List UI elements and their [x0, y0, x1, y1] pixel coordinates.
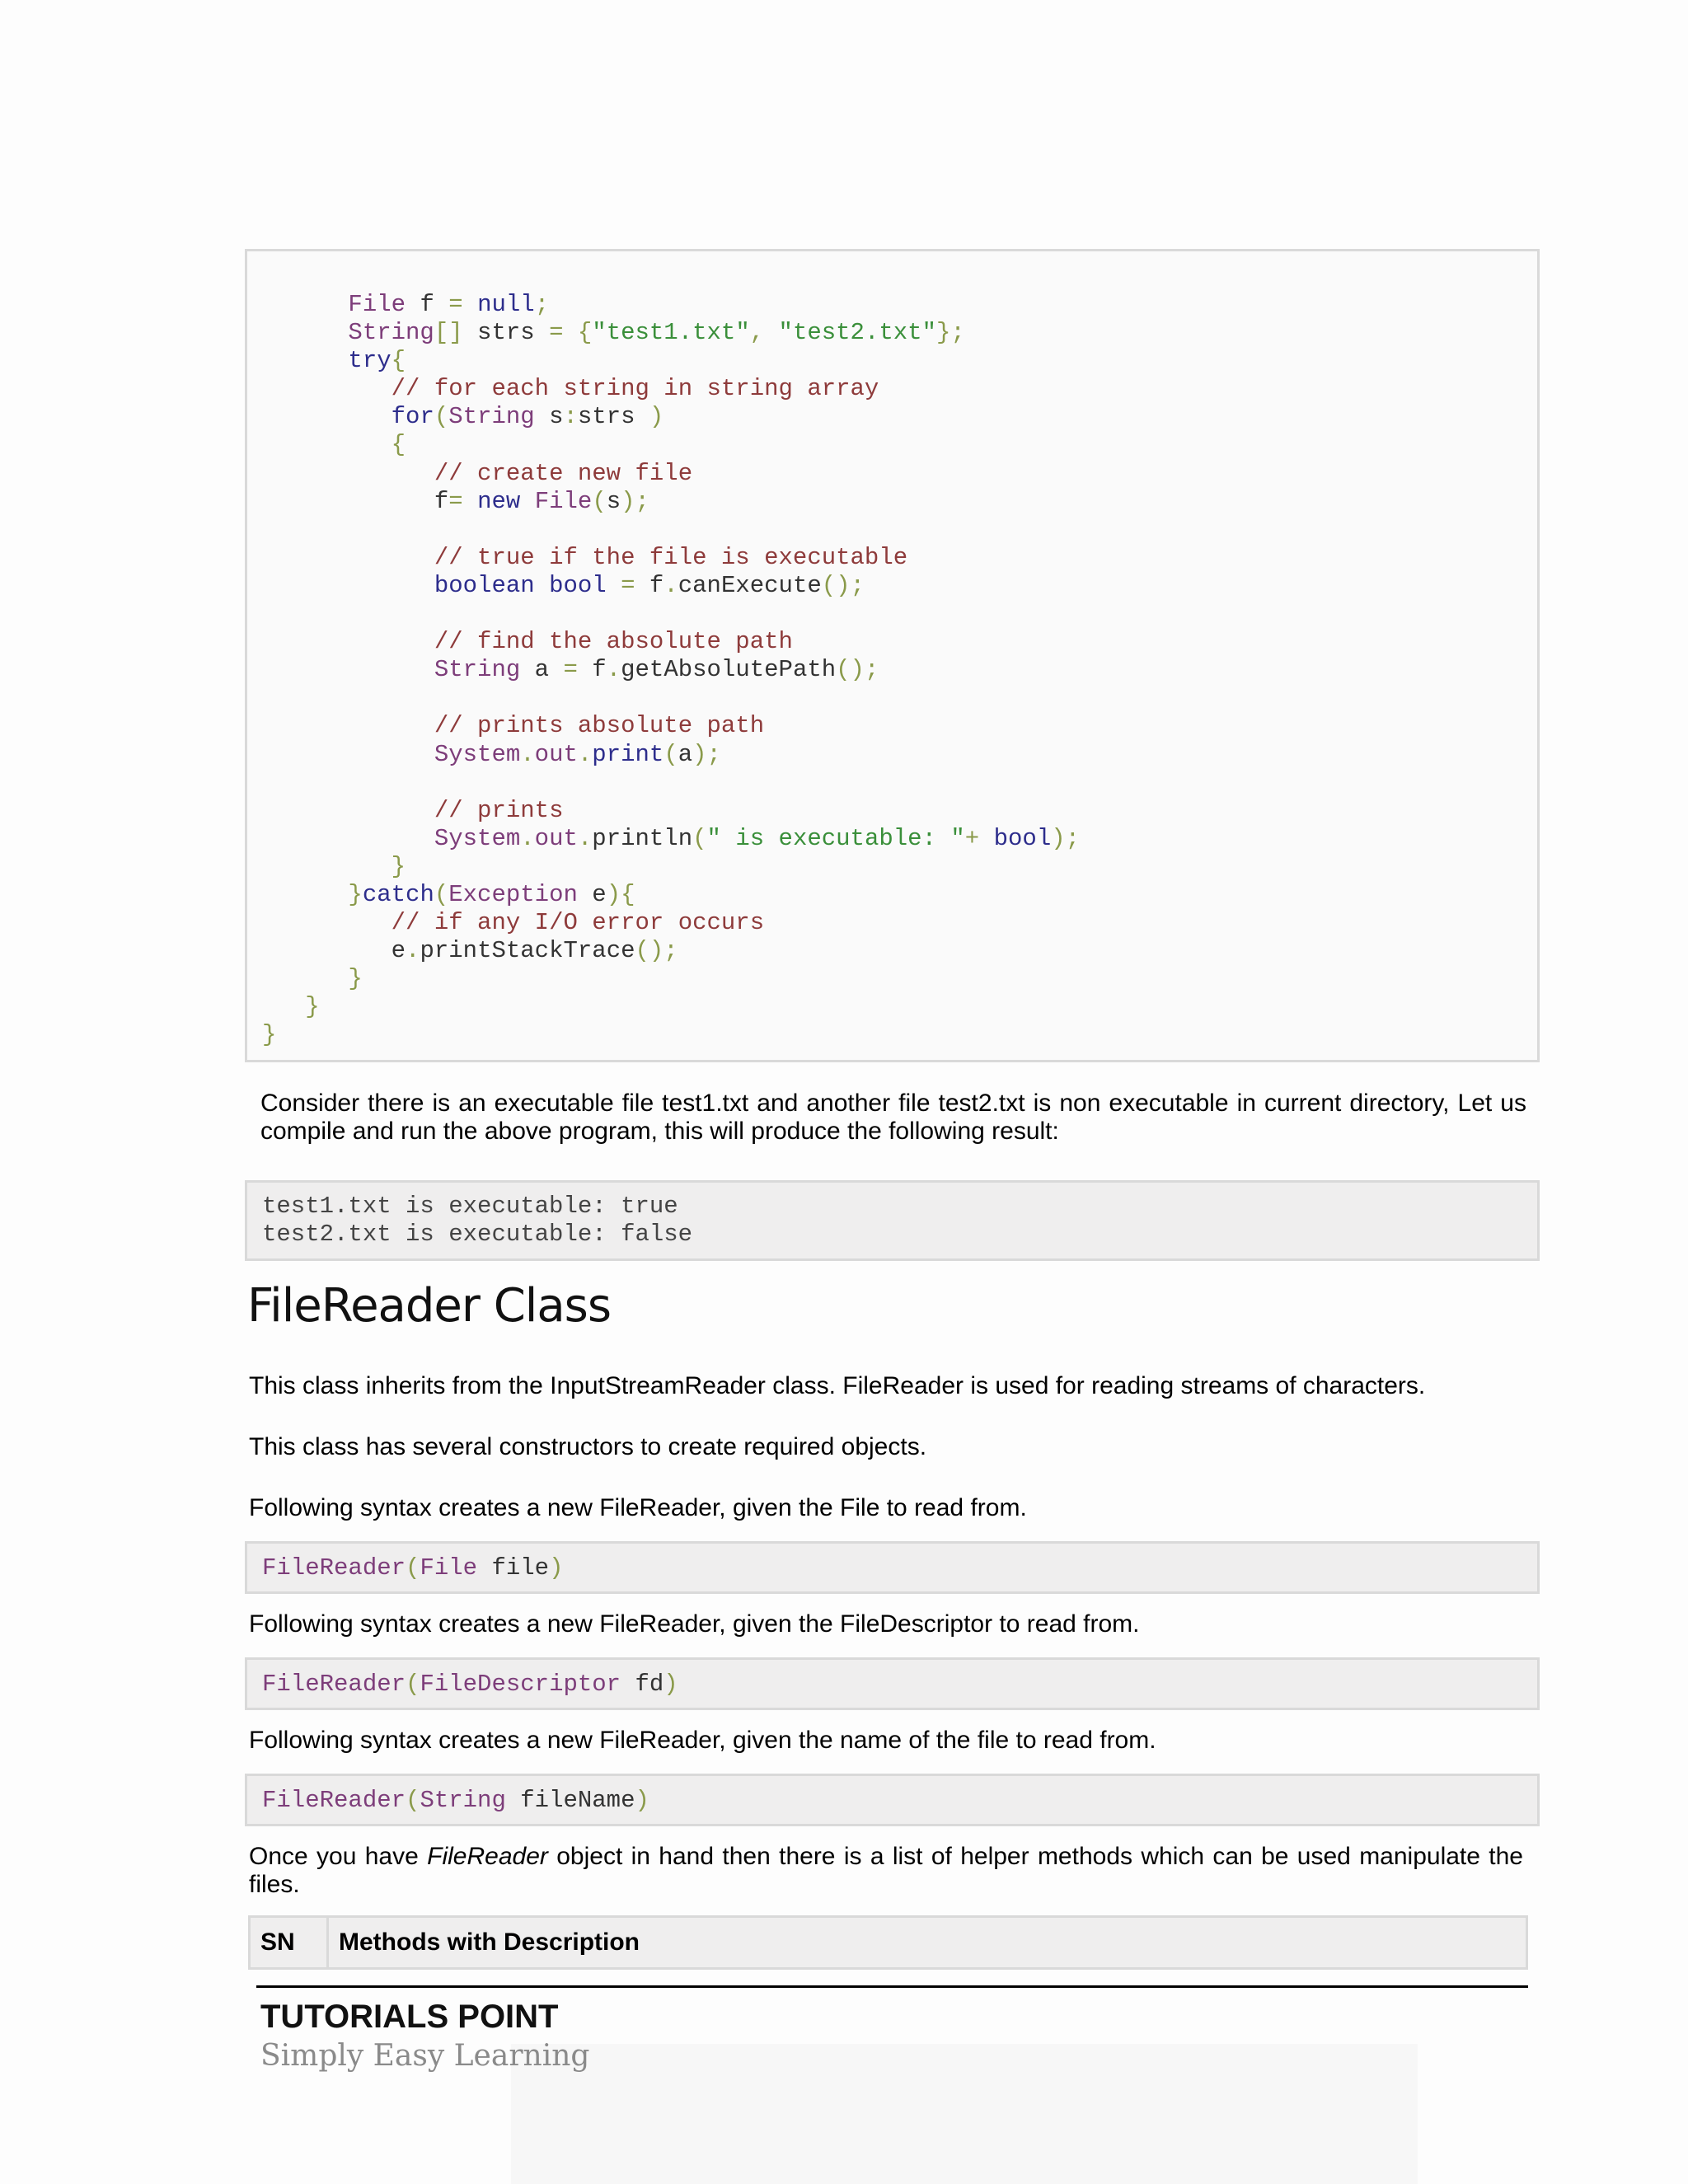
code-token: [262, 375, 392, 402]
code-token: s: [606, 487, 621, 515]
code-line: [262, 291, 1537, 319]
code-token: // prints: [434, 796, 564, 824]
code-token: getAbsolutePath: [621, 656, 837, 684]
code-token: =: [621, 571, 635, 599]
code-token: [262, 825, 434, 852]
helper-text-after: object in hand then there is a list of helper methods which can be used manipulate the files.: [249, 1843, 1523, 1898]
code-line: [262, 319, 1537, 347]
code-token: ;: [534, 291, 550, 318]
syntax-description-file: Following syntax creates a new FileReader, given the File to read from.: [249, 1494, 1027, 1521]
code-token: e: [577, 880, 607, 908]
code-line: [262, 769, 1537, 797]
code-token: =: [448, 487, 463, 515]
class-name: FileReader: [262, 1671, 406, 1698]
paren-open: (: [406, 1787, 420, 1814]
code-token: e: [391, 937, 406, 965]
code-token: ();: [836, 656, 879, 684]
syntax-code-file: [245, 1541, 1540, 1594]
code-token: .: [520, 740, 535, 768]
code-token: "test2.txt": [778, 319, 936, 347]
paren-open: (: [406, 1671, 420, 1698]
code-token: strs: [462, 319, 550, 347]
code-token: f: [635, 571, 664, 599]
paren-close: ): [635, 1787, 649, 1814]
code-token: ){: [606, 880, 635, 908]
code-token: {: [391, 347, 406, 375]
code-token: a: [520, 656, 564, 684]
code-token: (: [592, 487, 607, 515]
paren-close: ): [549, 1554, 564, 1582]
page-background-shade: [511, 2044, 1418, 2184]
code-line: [262, 825, 1537, 853]
code-token: String: [348, 319, 434, 347]
code-token: [262, 347, 348, 374]
code-token: [262, 853, 392, 880]
code-token: File: [348, 291, 406, 318]
inherits-paragraph: This class inherits from the InputStreamReader class. FileReader is used for reading streams of characters.: [249, 1372, 1426, 1399]
code-line: [262, 544, 1537, 572]
code-token: (: [434, 880, 449, 908]
helper-methods-paragraph: [249, 1843, 1523, 1899]
code-token: [262, 937, 392, 964]
code-token: .: [606, 656, 621, 684]
code-line: [262, 937, 1537, 965]
syntax-code-filedescriptor: [245, 1657, 1540, 1710]
code-token: strs: [577, 403, 649, 431]
code-token: try: [348, 347, 392, 375]
code-token: [262, 572, 434, 599]
code-token: Exception: [448, 880, 578, 908]
code-token: {: [577, 319, 593, 347]
syntax-description-filename: Following syntax creates a new FileReader, given the name of the file to read from.: [249, 1727, 1156, 1754]
param-type: String: [420, 1787, 506, 1814]
code-token: );: [621, 487, 649, 515]
code-token: );: [1051, 824, 1081, 852]
code-token: .: [520, 824, 535, 852]
code-token: out: [534, 824, 578, 852]
code-token: }: [348, 965, 363, 993]
code-token: ): [649, 403, 664, 431]
code-token: [262, 431, 392, 458]
param-name: fileName: [505, 1787, 635, 1814]
code-token: [262, 291, 348, 318]
code-line: [262, 460, 1537, 488]
code-token: f: [434, 487, 449, 515]
code-token: );: [692, 740, 721, 768]
code-line: [262, 375, 1537, 403]
code-token: // prints absolute path: [434, 712, 765, 740]
class-name: FileReader: [262, 1554, 406, 1582]
table-header-sn: SN: [250, 1917, 328, 1969]
code-token: [463, 291, 477, 318]
code-token: "test1.txt": [592, 319, 750, 347]
code-token: s: [534, 403, 564, 431]
code-token: [262, 319, 348, 346]
param-type: File: [420, 1554, 478, 1582]
code-token: bool: [549, 571, 607, 599]
code-token: [979, 825, 993, 852]
code-token: ();: [821, 571, 865, 599]
code-line: [262, 572, 1537, 600]
code-token: [262, 909, 392, 936]
code-token: println: [592, 824, 693, 852]
code-token: }: [305, 993, 320, 1021]
code-line: [262, 909, 1537, 937]
code-token: catch: [362, 880, 434, 908]
code-token: .: [406, 937, 420, 965]
code-token: // create new file: [434, 459, 693, 487]
code-token: [535, 572, 549, 599]
code-token: [262, 741, 434, 768]
code-token: f: [577, 656, 607, 684]
code-line: [262, 853, 1537, 881]
code-token: =: [563, 656, 578, 684]
code-line: [262, 993, 1537, 1021]
code-token: null: [477, 291, 535, 318]
code-token: String: [448, 403, 535, 431]
code-token: // find the absolute path: [434, 628, 793, 656]
code-token: bool: [993, 824, 1052, 852]
code-token: .: [577, 740, 593, 768]
code-token: [262, 628, 434, 655]
code-token: [262, 797, 434, 824]
code-line: [262, 965, 1537, 993]
code-token: .: [663, 571, 678, 599]
param-name: file: [477, 1554, 550, 1582]
section-heading: FileReader Class: [247, 1279, 612, 1333]
code-token: [262, 881, 348, 908]
code-line: [262, 741, 1537, 769]
output-line: test1.txt is executable: true: [262, 1193, 678, 1220]
code-token: // if any I/O error occurs: [391, 909, 765, 937]
code-token: a: [678, 740, 693, 768]
code-token: [262, 965, 348, 992]
code-token: .: [577, 824, 593, 852]
code-token: []: [434, 319, 463, 347]
output-line: test2.txt is executable: false: [262, 1221, 693, 1249]
syntax-code-filename: [245, 1774, 1540, 1826]
code-token: for: [391, 403, 434, 431]
code-line: [262, 628, 1537, 656]
code-token: ();: [635, 937, 678, 965]
code-token: }: [348, 880, 363, 908]
code-line: [262, 431, 1537, 459]
code-token: [262, 460, 434, 487]
code-token: f: [406, 291, 449, 318]
code-line: [262, 797, 1537, 825]
code-token: (: [692, 824, 707, 852]
code-line: [262, 656, 1537, 684]
code-token: [563, 319, 577, 346]
code-token: [463, 488, 477, 515]
code-line: [262, 488, 1537, 516]
code-token: // for each string in string array: [391, 375, 879, 403]
code-token: printStackTrace: [420, 937, 635, 965]
code-line: [262, 881, 1537, 909]
code-token: " is executable: ": [706, 824, 965, 852]
table-header-methods: Methods with Description: [328, 1917, 1527, 1969]
footer-divider: [256, 1985, 1528, 1988]
param-type: FileDescriptor: [420, 1671, 621, 1698]
code-line: [262, 516, 1537, 544]
footer-brand: TUTORIALS POINT: [260, 1999, 559, 2035]
code-token: }: [391, 852, 406, 880]
code-token: (: [434, 403, 449, 431]
code-token: +: [964, 824, 980, 852]
paren-close: ): [663, 1671, 678, 1698]
paren-open: (: [406, 1554, 420, 1582]
intro-paragraph: Consider there is an executable file test1.txt and another file test2.txt is non executable in current directory, Let us compile and run the above program, this will produce the following result:: [260, 1090, 1526, 1145]
program-output: [245, 1180, 1540, 1261]
code-token: print: [592, 740, 664, 768]
code-token: [262, 656, 434, 683]
code-token: ,: [749, 319, 779, 347]
code-line: [262, 403, 1537, 431]
param-name: fd: [621, 1671, 664, 1698]
code-token: System: [434, 740, 521, 768]
code-token: [262, 544, 434, 571]
code-token: =: [549, 319, 564, 347]
code-token: boolean: [434, 571, 535, 599]
code-listing: [245, 249, 1540, 1062]
code-token: // true if the file is executable: [434, 543, 908, 571]
constructors-paragraph: This class has several constructors to create required objects.: [249, 1433, 927, 1460]
code-token: String: [434, 656, 521, 684]
code-line: [262, 600, 1537, 628]
code-token: File: [534, 487, 593, 515]
code-line: [262, 684, 1537, 712]
code-token: [520, 488, 534, 515]
helper-text-before: Once you have: [249, 1843, 428, 1870]
code-token: (: [663, 740, 678, 768]
methods-table: [248, 1915, 1528, 1970]
code-token: };: [935, 319, 965, 347]
helper-text-emphasis: FileReader: [427, 1843, 548, 1870]
code-token: canExecute: [678, 571, 822, 599]
code-token: [262, 993, 305, 1020]
code-line: [262, 1021, 1537, 1049]
code-token: [262, 403, 392, 430]
code-token: :: [563, 403, 578, 431]
code-token: {: [391, 431, 406, 459]
footer-tagline: Simply Easy Learning: [260, 2039, 590, 2073]
code-line: [262, 347, 1537, 375]
syntax-description-filedescriptor: Following syntax creates a new FileReader, given the FileDescriptor to read from.: [249, 1610, 1140, 1638]
code-token: =: [448, 291, 463, 318]
code-token: [262, 712, 434, 739]
code-token: [262, 488, 434, 515]
code-token: System: [434, 824, 521, 852]
code-token: out: [534, 740, 578, 768]
class-name: FileReader: [262, 1787, 406, 1814]
code-token: new: [477, 487, 521, 515]
table-header-row: [250, 1917, 1527, 1969]
code-token: }: [262, 1021, 277, 1049]
code-token: [607, 572, 621, 599]
code-line: [262, 712, 1537, 740]
